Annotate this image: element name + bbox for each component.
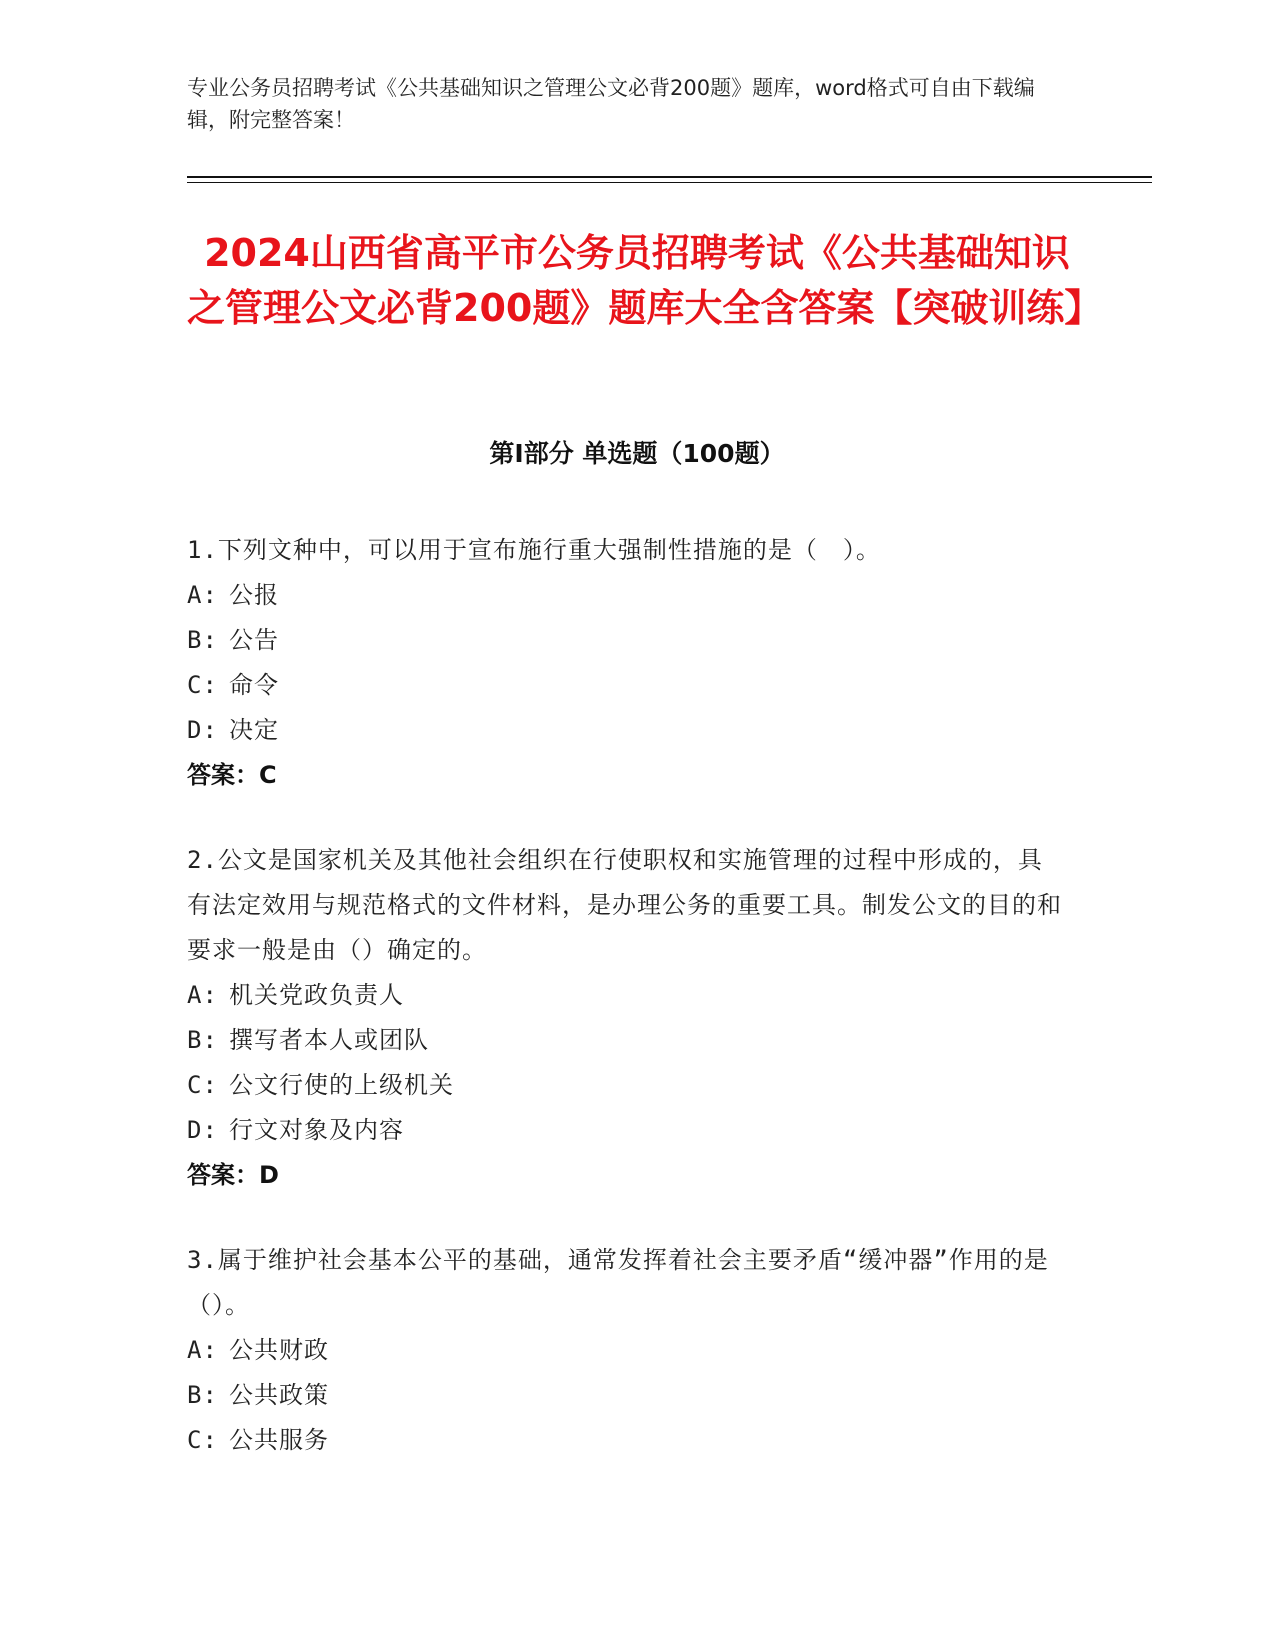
- option-letter: B:: [187, 626, 218, 654]
- document-title: 2024山西省高平市公务员招聘考试《公共基础知识之管理公文必背200题》题库大全含答案【突破训练】: [187, 231, 1103, 330]
- option-c: [187, 1418, 1067, 1463]
- option-a: [187, 573, 1067, 618]
- option-letter: A:: [187, 581, 218, 609]
- option-text: 公共服务: [229, 1426, 329, 1454]
- question-3: [187, 1238, 1067, 1463]
- option-text: 行文对象及内容: [229, 1116, 404, 1144]
- option-text: 公文行使的上级机关: [229, 1071, 454, 1099]
- option-letter: D:: [187, 716, 218, 744]
- option-a: [187, 1328, 1067, 1373]
- option-text: 撰写者本人或团队: [229, 1026, 429, 1054]
- option-text: 命令: [229, 671, 279, 699]
- option-letter: C:: [187, 671, 218, 699]
- option-text: 机关党政负责人: [229, 981, 404, 1009]
- header-divider-thick: [187, 176, 1152, 178]
- option-letter: B:: [187, 1381, 218, 1409]
- option-c: [187, 663, 1067, 708]
- option-b: [187, 618, 1067, 663]
- question-list: [187, 528, 1067, 1503]
- option-text: 公报: [229, 581, 279, 609]
- option-c: [187, 1063, 1067, 1108]
- option-a: [187, 973, 1067, 1018]
- question-1: [187, 528, 1067, 798]
- option-letter: A:: [187, 1336, 218, 1364]
- option-b: [187, 1373, 1067, 1418]
- option-d: [187, 1108, 1067, 1153]
- option-text: 决定: [229, 716, 279, 744]
- option-b: [187, 1018, 1067, 1063]
- option-letter: C:: [187, 1426, 218, 1454]
- question-stem: 3.属于维护社会基本公平的基础，通常发挥着社会主要矛盾“缓冲器”作用的是（）。: [187, 1246, 1049, 1319]
- header-note: 专业公务员招聘考试《公共基础知识之管理公文必背200题》题库，word格式可自由下载编辑，附完整答案！: [187, 76, 1035, 132]
- section-title: 第Ⅰ部分 单选题（100题）: [489, 439, 785, 468]
- option-text: 公告: [229, 626, 279, 654]
- question-stem: 1.下列文种中，可以用于宣布施行重大强制性措施的是（ ）。: [187, 536, 881, 564]
- option-d: [187, 708, 1067, 753]
- answer-line: 答案：C: [187, 761, 277, 789]
- option-letter: A:: [187, 981, 218, 1009]
- option-text: 公共政策: [229, 1381, 329, 1409]
- option-letter: C:: [187, 1071, 218, 1099]
- option-text: 公共财政: [229, 1336, 329, 1364]
- option-letter: D:: [187, 1116, 218, 1144]
- option-letter: B:: [187, 1026, 218, 1054]
- header-divider-thin: [187, 182, 1152, 183]
- question-stem: 2.公文是国家机关及其他社会组织在行使职权和实施管理的过程中形成的，具有法定效用与规范格式的文件材料，是办理公务的重要工具。制发公文的目的和要求一般是由（）确定的。: [187, 846, 1062, 964]
- question-2: [187, 838, 1067, 1198]
- answer-line: 答案：D: [187, 1161, 279, 1189]
